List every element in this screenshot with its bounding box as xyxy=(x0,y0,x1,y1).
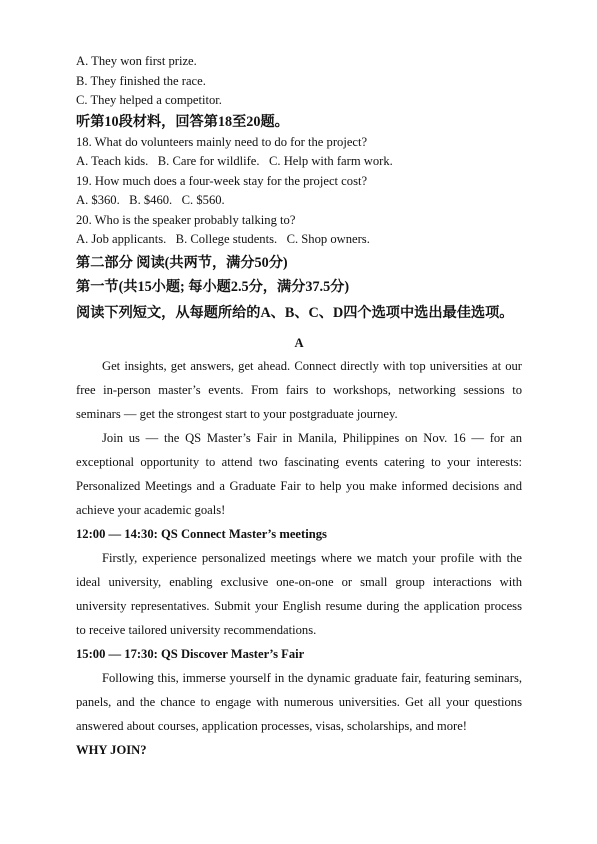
question-19: 19. How much does a four-week stay for the project cost? xyxy=(76,173,368,188)
heading-why-join: WHY JOIN? xyxy=(76,742,147,757)
question-18: 18. What do volunteers mainly need to do for the project? xyxy=(76,134,368,149)
paragraph-1: Get insights, get answers, get ahead. Connect directly with top universities at our free in-person master’s events. From fairs to workshops, networking sessions to seminars — get the strongest start to your postgraduate journey. xyxy=(76,358,522,421)
heading-discover-fair: 15:00 — 17:30: QS Discover Master’s Fair xyxy=(76,646,305,661)
option-17b: B. They finished the race. xyxy=(76,73,206,88)
document-content xyxy=(76,52,522,762)
option-17a: A. They won first prize. xyxy=(76,54,197,68)
heading-connect-meetings: 12:00 — 14:30: QS Connect Master’s meetings xyxy=(76,526,327,541)
paragraph-2: Join us — the QS Master’s Fair in Manila, Philippines on Nov. 16 — for an exceptional opportunity to attend two fascinating events catering to your interests: Personalized Meetings and a Graduate Fair to help you make informed decisions and achieve your academic goals! xyxy=(76,430,522,517)
paragraph-4: Following this, immerse yourself in the dynamic graduate fair, featuring seminars, panels, and the chance to engage with numerous universities. Get all your questions answered about courses, application processes, visas, scholarships, and more! xyxy=(76,670,522,733)
question-20: 20. Who is the speaker probably talking to? xyxy=(76,212,296,227)
options-18: A. Teach kids. B. Care for wildlife. C. Help with farm work. xyxy=(76,154,393,168)
section-title: 第二部分 阅读(共两节，满分50分) xyxy=(76,254,288,271)
options-19: A. $360. B. $460. C. $560. xyxy=(76,193,225,207)
listening-instruction: 听第10段材料，回答第18至20题。 xyxy=(76,113,289,130)
option-17c: C. They helped a competitor. xyxy=(76,93,222,107)
reading-instruction: 阅读下列短文，从每题所给的A、B、C、D四个选项中选出最佳选项。 xyxy=(76,304,514,321)
options-20: A. Job applicants. B. College students. C. Shop owners. xyxy=(76,232,370,246)
passage-letter: A xyxy=(294,335,304,350)
subsection-title: 第一节(共15小题; 每小题2.5分，满分37.5分) xyxy=(76,278,350,295)
paragraph-3: Firstly, experience personalized meetings where we match your profile with the ideal university, enabling exclusive one-on-one or small group interactions with university representatives. Submit your English resume during the application process to receive tailored university recommendations. xyxy=(76,550,522,637)
